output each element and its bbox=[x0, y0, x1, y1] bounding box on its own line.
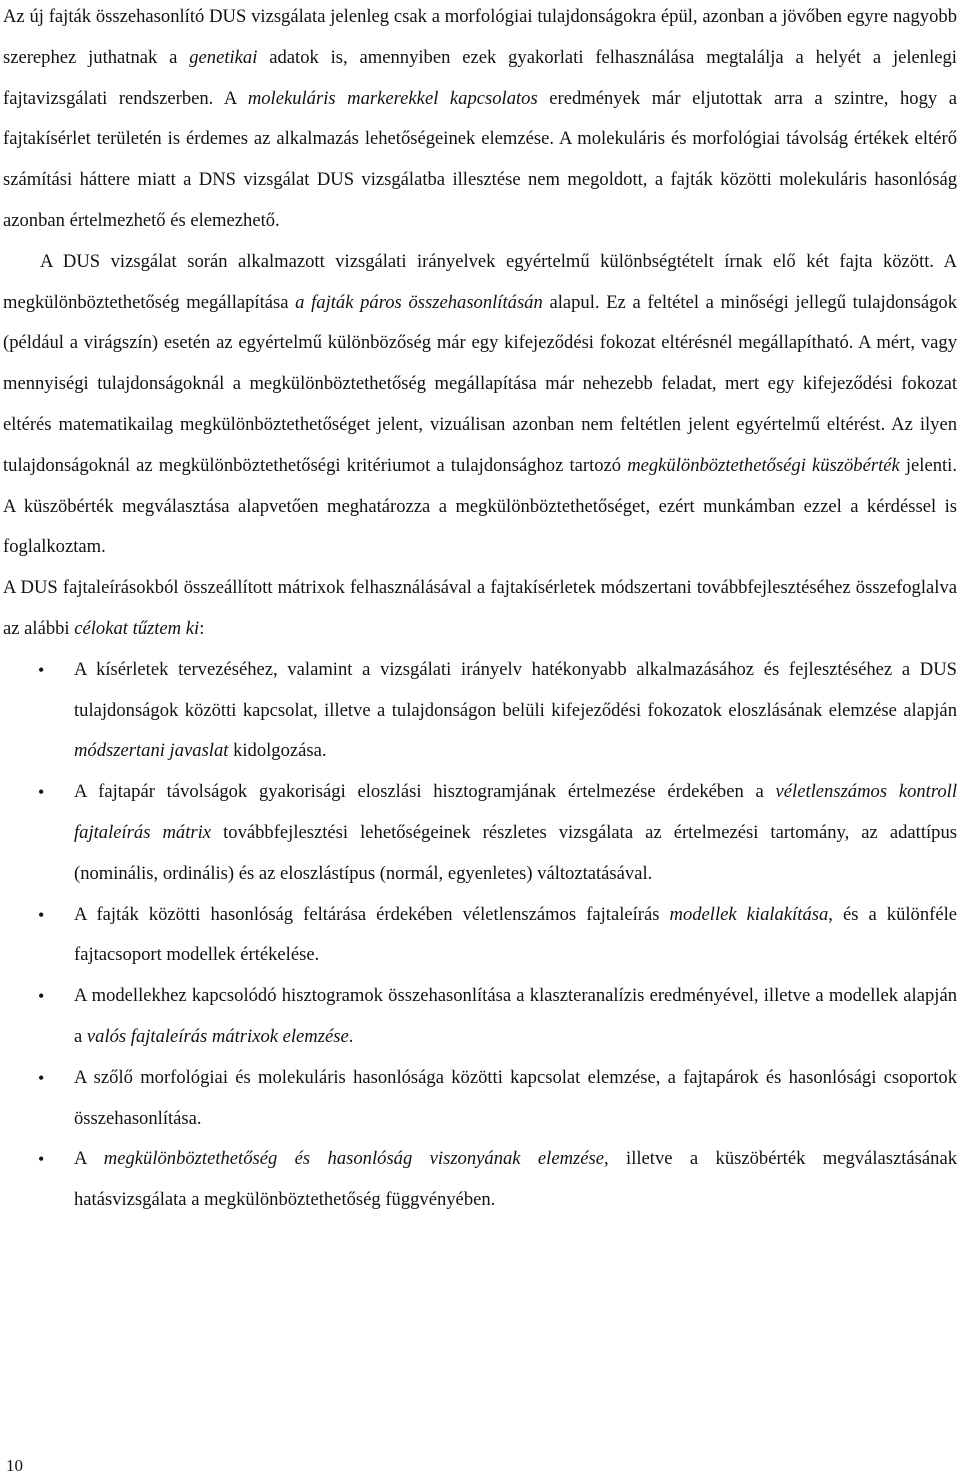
list-item bbox=[3, 1058, 957, 1140]
italic-term: modellek kialakítása bbox=[669, 903, 829, 925]
text-run: , és a különféle fajtacsoport modellek értékelése. bbox=[74, 903, 957, 966]
text-run: , illetve a küszöbérték megválasztásának hatásvizsgálata a megkülönböztethetőség függvényében. bbox=[74, 1148, 957, 1211]
italic-term: véletlenszámos kontroll fajtaleírás mátrix bbox=[74, 781, 958, 843]
text-run: Az új fajták összehasonlító DUS vizsgálata jelenleg csak a morfológiai tulajdonságokra épül, azonban a jövőben egyre nagyobb szerephez juthatnak a bbox=[3, 6, 957, 68]
bullet-icon: • bbox=[38, 659, 45, 680]
italic-term-threshold: megkülönböztethetőségi küszöbérték bbox=[627, 454, 900, 476]
italic-term: megkülönböztethetőség és hasonlóság viszonyának elemzése bbox=[103, 1148, 605, 1170]
list-item bbox=[3, 1139, 957, 1221]
text-run: kidolgozása. bbox=[228, 740, 327, 762]
text-run: A DUS fajtaleírásokból összeállított mátrixok felhasználásával a fajtakísérletek módszertani továbbfejlesztéséhez összefoglalva az alábbi bbox=[3, 577, 957, 639]
italic-term: módszertani javaslat bbox=[74, 740, 229, 762]
page-number: 10 bbox=[6, 1456, 23, 1475]
italic-term: valós fajtaleírás mátrixok elemzése bbox=[86, 1025, 349, 1047]
document-page bbox=[3, 0, 957, 1221]
italic-term-molecular-markers: molekuláris markerekkel kapcsolatos bbox=[247, 87, 538, 109]
bullet-icon: • bbox=[38, 986, 45, 1007]
text-run: A kísérletek tervezéséhez, valamint a vizsgálati irányelv hatékonyabb alkalmazásához és fejlesztéséhez a DUS tulajdonságok közötti kapcsolat, illetve a tulajdonságon belüli kifejeződési fokozatok eloszlásának elemzése alapján bbox=[74, 658, 957, 721]
italic-term-genetic: genetikai bbox=[189, 46, 258, 68]
bullet-icon: • bbox=[38, 1067, 45, 1088]
text-run: jelenti. A küszöbérték megválasztása alapvetően meghatározza a megkülönböztethetőséget, ezért munkámban ezzel a kérdéssel is foglalkoztam. bbox=[3, 454, 957, 558]
list-item bbox=[3, 976, 957, 1058]
bullet-icon: • bbox=[38, 782, 45, 803]
text-run: eredmények már eljutottak arra a szintre, hogy a fajtakísérlet területén is érdemes az alkalmazás lehetőségeinek elemzése. A molekuláris és morfológiai távolság értékek eltérő számítási háttere miatt a DNS vizsgálat DUS vizsgálatba illesztése nem megoldott, a fajták közötti molekuláris hasonlóság azonban értelmezhető és elemezhető. bbox=[3, 87, 957, 231]
text-run: A modellekhez kapcsolódó hisztogramok összehasonlítása a klaszteranalízis eredményével, illetve a modellek alapján a bbox=[74, 985, 957, 1047]
italic-term-pairwise-comparison: a fajták páros összehasonlításán bbox=[295, 291, 543, 313]
text-run: A fajtapár távolságok gyakorisági eloszlási hisztogramjának értelmezése érdekében a bbox=[74, 781, 776, 803]
paragraph-distinctness bbox=[3, 242, 957, 568]
italic-term-goals: célokat tűztem ki bbox=[74, 617, 200, 639]
bullet-icon: • bbox=[38, 904, 45, 925]
text-run: adatok is, amennyiben ezek gyakorlati felhasználása megtalálja a helyét a jelenlegi fajtavizsgálati rendszerben. A bbox=[3, 46, 957, 109]
list-item bbox=[3, 772, 957, 894]
list-item bbox=[3, 650, 957, 772]
text-run: A szőlő morfológiai és molekuláris hasonlósága közötti kapcsolat elemzése, a fajtapárok és hasonlósági csoportok összehasonlítása. bbox=[74, 1066, 957, 1129]
text-run: A bbox=[74, 1148, 104, 1170]
text-run: továbbfejlesztési lehetőségeinek részletes vizsgálata az értelmezési tartomány, az adattípus (nominális, ordinális) és az eloszlástípus (normál, egyenletes) változtatásával. bbox=[74, 821, 958, 884]
text-run: . bbox=[348, 1025, 354, 1047]
text-run: A DUS vizsgálat során alkalmazott vizsgálati irányelvek egyértelmű különbségtételt írnak elő két fajta között. A megkülönböztethetőség megállapítása bbox=[3, 250, 957, 313]
bullet-icon: • bbox=[38, 1149, 45, 1170]
text-run: : bbox=[199, 617, 205, 639]
list-item bbox=[3, 895, 957, 977]
paragraph-intro bbox=[3, 0, 957, 242]
paragraph-goals-intro bbox=[3, 568, 957, 650]
goals-list bbox=[3, 650, 957, 1221]
text-run: alapul. Ez a feltétel a minőségi jellegű tulajdonságok (például a virágszín) esetén az egyértelmű különbözőség már egy kifejeződési fokozat eltérésnél megállapítható. A mért, vagy mennyiségi tulajdonságoknál a megkülönböztethetőség megállapítása már nehezebb feladat, mert egy kifejeződési fokozat eltérés matematikailag megkülönböztethetőséget jelent, vizuálisan azonban nem feltétlen jelent egyértelmű eltérést. Az ilyen tulajdonságoknál az megkülönböztethetőségi kritériumot a tulajdonsághoz tartozó bbox=[3, 291, 957, 476]
text-run: A fajták közötti hasonlóság feltárása érdekében véletlenszámos fajtaleírás bbox=[74, 903, 670, 925]
